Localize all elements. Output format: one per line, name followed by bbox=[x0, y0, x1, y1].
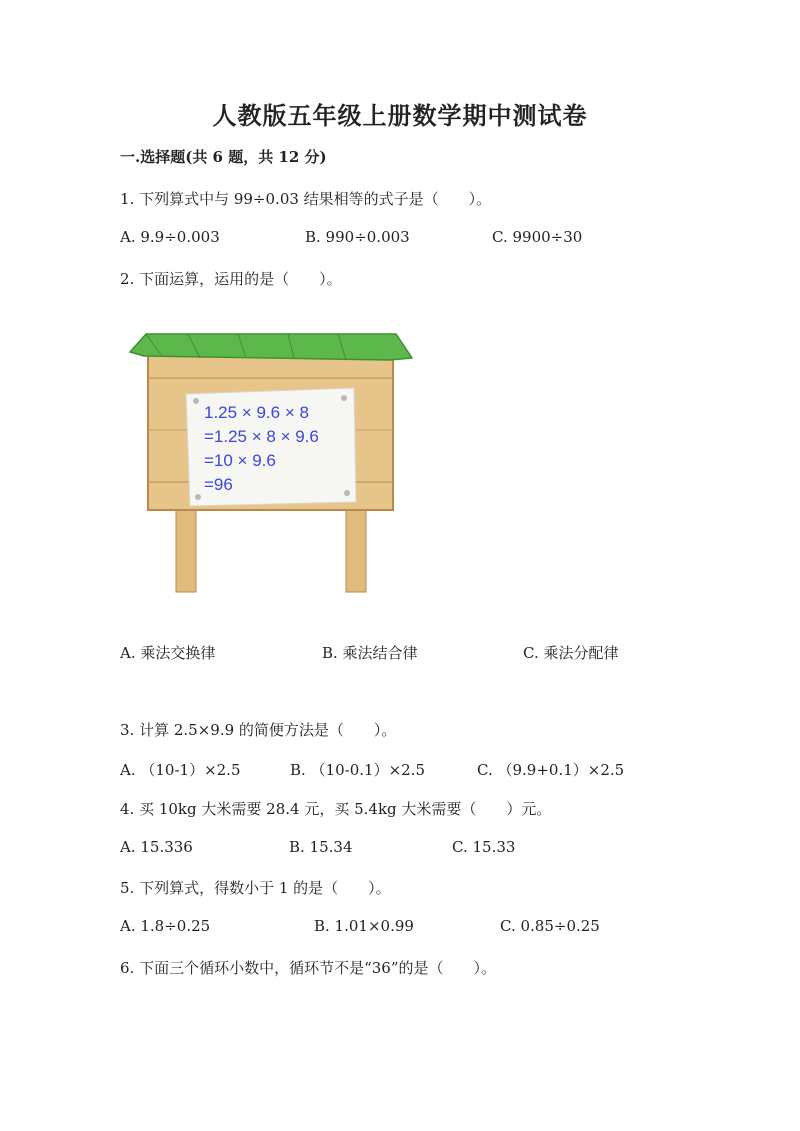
q3-option-b: B. （10-0.1）×2.5 bbox=[290, 761, 425, 779]
question-2: 2. 下面运算，运用的是（ ）。 bbox=[120, 270, 342, 288]
q4-option-b: B. 15.34 bbox=[289, 838, 353, 856]
question-3: 3. 计算 2.5×9.9 的简便方法是（ ）。 bbox=[120, 721, 397, 739]
q2-option-c: C. 乘法分配律 bbox=[523, 644, 619, 662]
q4-option-a: A. 15.336 bbox=[120, 838, 193, 856]
formula-line-3: =10 × 9.6 bbox=[204, 451, 276, 470]
q3-option-c: C. （9.9+0.1）×2.5 bbox=[477, 761, 625, 779]
q1-option-a: A. 9.9÷0.003 bbox=[120, 228, 220, 246]
formula-line-1: 1.25 × 9.6 × 8 bbox=[204, 403, 309, 422]
question-6: 6. 下面三个循环小数中，循环节不是“36”的是（ ）。 bbox=[120, 959, 497, 977]
section-heading: 一.选择题(共 6 题，共 12 分) bbox=[120, 148, 327, 166]
q2-option-a: A. 乘法交换律 bbox=[120, 644, 216, 662]
q5-option-a: A. 1.8÷0.25 bbox=[120, 917, 211, 935]
q2-option-b: B. 乘法结合律 bbox=[322, 644, 418, 662]
q5-option-c: C. 0.85÷0.25 bbox=[500, 917, 600, 935]
q3-option-a: A. （10-1）×2.5 bbox=[120, 761, 241, 779]
question-5: 5. 下列算式，得数小于 1 的是（ ）。 bbox=[120, 879, 391, 897]
q5-option-b: B. 1.01×0.99 bbox=[314, 917, 414, 935]
q1-option-c: C. 9900÷30 bbox=[492, 228, 583, 246]
question-4: 4. 买 10kg 大米需要 28.4 元，买 5.4kg 大米需要（ ）元。 bbox=[120, 800, 552, 818]
q1-option-b: B. 990÷0.003 bbox=[305, 228, 410, 246]
formula-line-2: =1.25 × 8 × 9.6 bbox=[204, 427, 319, 446]
formula-line-4: =96 bbox=[204, 475, 233, 494]
sign-board-illustration bbox=[128, 330, 413, 595]
page-title: 人教版五年级上册数学期中测试卷 bbox=[212, 101, 588, 130]
question-1: 1. 下列算式中与 99÷0.03 结果相等的式子是（ ）。 bbox=[120, 190, 492, 208]
q4-option-c: C. 15.33 bbox=[452, 838, 516, 856]
